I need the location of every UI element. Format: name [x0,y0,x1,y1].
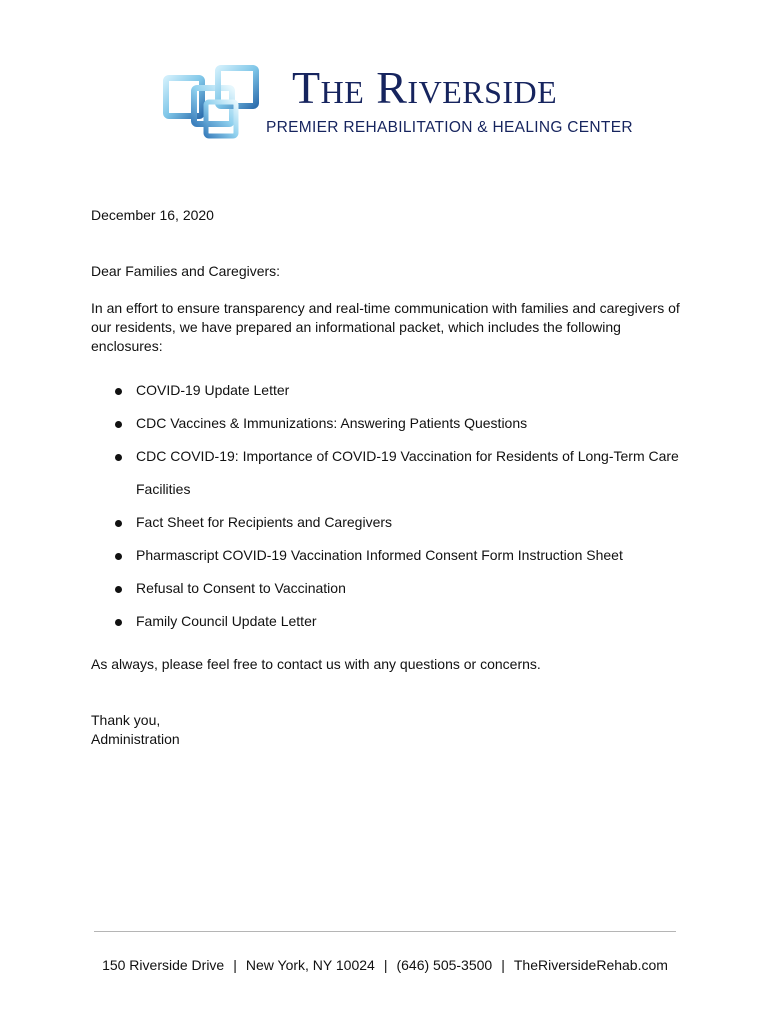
footer-website: TheRiversideRehab.com [513,957,668,973]
brand-title [292,62,557,114]
list-item [91,539,691,572]
brand-subtitle: PREMIER REHABILITATION & HEALING CENTER [266,119,633,136]
footer-address: 150 Riverside Drive [102,957,225,973]
footer-separator: | [383,957,388,973]
bullet-icon [115,586,122,593]
bullet-icon [115,388,122,395]
letter-date: December 16, 2020 [91,207,214,223]
bullet-icon [115,619,122,626]
list-item [91,506,691,539]
bullet-icon [115,454,122,461]
enclosure-label: Pharmascript COVID-19 Vaccination Informed Consent Form Instruction Sheet [136,547,623,563]
list-item [91,407,691,440]
closing-note: As always, please feel free to contact us with any questions or concerns. [91,656,541,672]
bullet-icon [115,520,122,527]
intro-paragraph: In an effort to ensure transparency and real-time communication with families and caregivers of our residents, we have prepared an informational packet, which includes the following enclosures: [91,300,680,354]
enclosure-label: CDC COVID-19: Importance of COVID-19 Vaccination for Residents of Long-Term Care Facilities [136,448,679,497]
letterhead [0,0,770,160]
footer-separator: | [501,957,505,973]
enclosure-label: Refusal to Consent to Vaccination [136,580,346,596]
list-item [91,440,691,506]
signoff: Thank you, [91,712,161,728]
signature-name: Administration [91,731,180,747]
footer-contact [0,957,770,973]
list-item [91,605,691,638]
bullet-icon [115,553,122,560]
list-item [91,572,691,605]
footer-divider [94,931,676,932]
salutation: Dear Families and Caregivers: [91,263,281,279]
footer-phone: (646) 505-3500 [396,957,493,973]
footer-separator: | [233,957,237,973]
enclosure-label: Fact Sheet for Recipients and Caregivers [136,514,393,530]
interlocking-squares-logo [162,64,262,142]
enclosure-label: CDC Vaccines & Immunizations: Answering Patients Questions [136,415,528,431]
footer-city: New York, NY 10024 [245,957,375,973]
list-item [91,374,691,407]
brand-title-text: The Riverside [292,62,558,113]
enclosure-label: Family Council Update Letter [136,613,317,629]
enclosure-list [91,374,691,638]
enclosure-label: COVID-19 Update Letter [136,382,290,398]
bullet-icon [115,421,122,428]
